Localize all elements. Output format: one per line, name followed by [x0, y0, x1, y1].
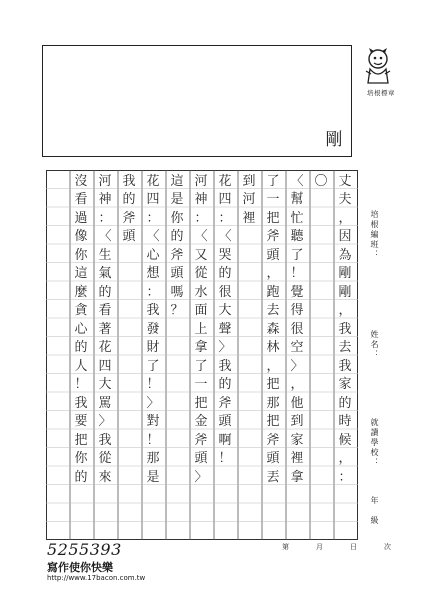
essay-char: ， — [338, 303, 352, 319]
essay-char: 跑 — [266, 284, 280, 300]
essay-char: ， — [266, 358, 280, 374]
essay-char: 斧 — [170, 247, 184, 263]
essay-char: 把 — [74, 432, 88, 448]
essay-char: 裡 — [290, 451, 304, 467]
essay-char: 〈 — [290, 173, 304, 189]
essay-char: 看 — [98, 303, 112, 319]
essay-char: 的 — [338, 395, 352, 411]
essay-char: 拿 — [290, 469, 304, 485]
essay-char: 的 — [122, 192, 136, 208]
essay-char: 〉 — [98, 414, 112, 430]
essay-char: 頭 — [266, 451, 280, 467]
essay-char: 因 — [338, 229, 352, 245]
essay-char: 哭 — [218, 247, 232, 263]
essay-char: 的 — [74, 469, 88, 485]
essay-char: 大 — [218, 303, 232, 319]
school-label: 就讀學校： — [370, 418, 379, 468]
essay-char: 看 — [74, 192, 88, 208]
essay-char: 花 — [218, 173, 232, 189]
essay-char: 的 — [74, 340, 88, 356]
essay-char: 大 — [98, 377, 112, 393]
essay-char: 的 — [218, 266, 232, 282]
essay-char: 這 — [74, 266, 88, 282]
essay-char: 到 — [290, 414, 304, 430]
essay-char: 得 — [290, 303, 304, 319]
name-label: 姓名： — [370, 330, 379, 360]
essay-char: 斧 — [194, 432, 208, 448]
serial-number: 5255393 — [47, 540, 122, 559]
essay-char: 聽 — [290, 229, 304, 245]
essay-char: ： — [98, 210, 112, 226]
essay-char: 沒 — [74, 173, 88, 189]
essay-char: 候 — [338, 432, 352, 448]
essay-char: 從 — [194, 266, 208, 282]
essay-char: ： — [146, 210, 160, 226]
essay-char: 嗎 — [170, 284, 184, 300]
essay-char: 一 — [194, 377, 208, 393]
essay-char: 啊 — [218, 432, 232, 448]
essay-char: 我 — [74, 395, 88, 411]
essay-char: 夫 — [338, 192, 352, 208]
essay-char: 斧 — [122, 210, 136, 226]
essay-char: 去 — [266, 303, 280, 319]
essay-char: 剛 — [338, 284, 352, 300]
essay-char: 為 — [338, 247, 352, 263]
essay-char: ： — [338, 469, 352, 485]
essay-char: 像 — [74, 229, 88, 245]
essay-char: ： — [146, 284, 160, 300]
essay-char: 把 — [266, 210, 280, 226]
essay-char: 很 — [290, 321, 304, 337]
essay-char: 生 — [98, 247, 112, 263]
essay-char: 上 — [194, 321, 208, 337]
essay-char: ， — [338, 210, 352, 226]
essay-column — [261, 170, 285, 540]
essay-char: ， — [266, 266, 280, 282]
essay-char: 一 — [266, 192, 280, 208]
essay-char: 我 — [218, 358, 232, 374]
essay-char: 罵 — [98, 395, 112, 411]
essay-char: 水 — [194, 284, 208, 300]
essay-char: 斧 — [266, 229, 280, 245]
essay-char: 空 — [290, 340, 304, 356]
essay-char: 〉 — [146, 395, 160, 411]
essay-char: 很 — [218, 284, 232, 300]
essay-char: 〉 — [194, 469, 208, 485]
essay-char: 頭 — [266, 247, 280, 263]
essay-char: 〈 — [98, 229, 112, 245]
essay-char: 林 — [266, 340, 280, 356]
essay-char: 森 — [266, 321, 280, 337]
essay-char: ！ — [146, 432, 160, 448]
essay-char: 幫 — [290, 192, 304, 208]
cartoon-mascot-icon — [361, 45, 395, 85]
essay-char: 花 — [98, 340, 112, 356]
essay-char: 要 — [74, 414, 88, 430]
essay-char: 去 — [338, 340, 352, 356]
essay-char: 〇 — [314, 173, 328, 189]
essay-char: 神 — [98, 192, 112, 208]
essay-char: 是 — [146, 469, 160, 485]
essay-char: 這 — [170, 173, 184, 189]
essay-char: 四 — [146, 192, 160, 208]
essay-char: 剛 — [338, 266, 352, 282]
essay-char: 花 — [146, 173, 160, 189]
essay-char: 〈 — [146, 229, 160, 245]
essay-column — [309, 170, 333, 540]
essay-char: 聲 — [218, 321, 232, 337]
logo-caption: 培根標章 — [367, 89, 395, 97]
class-label: 培根編班： — [370, 210, 379, 260]
essay-char: 我 — [122, 173, 136, 189]
essay-char: 你 — [74, 247, 88, 263]
website-url: http://www.17bacon.com.tw — [47, 574, 146, 582]
essay-char: 覺 — [290, 284, 304, 300]
essay-char: 那 — [266, 395, 280, 411]
essay-column — [213, 170, 237, 540]
essay-char: 頭 — [170, 266, 184, 282]
essay-char: 財 — [146, 340, 160, 356]
essay-char: 斧 — [218, 395, 232, 411]
essay-char: 我 — [338, 358, 352, 374]
essay-char: 的 — [170, 229, 184, 245]
essay-char: 發 — [146, 321, 160, 337]
essay-char: 家 — [338, 377, 352, 393]
essay-column — [237, 170, 261, 540]
essay-char: 氣 — [98, 266, 112, 282]
teacher-stamp: 剛 — [325, 130, 343, 150]
essay-char: 四 — [98, 358, 112, 374]
essay-char: ： — [194, 210, 208, 226]
grade-label: 年 級 — [370, 496, 379, 526]
essay-char: ！ — [218, 451, 232, 467]
essay-column — [141, 170, 165, 540]
essay-char: 我 — [338, 321, 352, 337]
essay-column — [93, 170, 117, 540]
essay-char: 從 — [98, 451, 112, 467]
essay-char: 人 — [74, 358, 88, 374]
essay-char: 的 — [218, 377, 232, 393]
essay-char: 河 — [194, 173, 208, 189]
essay-char: 斧 — [266, 432, 280, 448]
header-box — [42, 45, 352, 157]
essay-char: 想 — [146, 266, 160, 282]
essay-char: 頭 — [194, 451, 208, 467]
essay-char: ， — [338, 451, 352, 467]
essay-char: 了 — [266, 173, 280, 189]
essay-column — [165, 170, 189, 540]
essay-char: 頭 — [218, 414, 232, 430]
essay-column — [333, 170, 357, 540]
essay-column — [117, 170, 141, 540]
essay-char: 拿 — [194, 340, 208, 356]
essay-char: 來 — [98, 469, 112, 485]
essay-char: 到 — [242, 173, 256, 189]
essay-char: 丟 — [266, 469, 280, 485]
essay-char: ！ — [290, 266, 304, 282]
essay-char: 你 — [170, 210, 184, 226]
essay-char: 把 — [194, 395, 208, 411]
essay-char: 丈 — [338, 173, 352, 189]
essay-char: 把 — [266, 377, 280, 393]
essay-char: 神 — [194, 192, 208, 208]
essay-char: ！ — [146, 377, 160, 393]
essay-char: 面 — [194, 303, 208, 319]
essay-char: 了 — [194, 358, 208, 374]
essay-char: 過 — [74, 210, 88, 226]
essay-char: 〉 — [290, 358, 304, 374]
essay-char: 時 — [338, 414, 352, 430]
essay-column — [285, 170, 309, 540]
essay-char: 是 — [170, 192, 184, 208]
essay-char: 你 — [74, 451, 88, 467]
essay-char: 麼 — [74, 284, 88, 300]
essay-char: 忙 — [290, 210, 304, 226]
essay-char: 貪 — [74, 303, 88, 319]
essay-column — [69, 170, 93, 540]
essay-char: 心 — [74, 321, 88, 337]
essay-char: 心 — [146, 247, 160, 263]
essay-char: ？ — [170, 303, 184, 319]
date-label: 第 月 日 次 — [282, 543, 401, 551]
essay-char: 河 — [98, 173, 112, 189]
essay-char: 〈 — [194, 229, 208, 245]
essay-char: 的 — [98, 284, 112, 300]
essay-char: 河 — [242, 192, 256, 208]
slogan: 寫作使你快樂 — [47, 561, 113, 574]
writing-grid — [46, 170, 358, 540]
essay-char: 〈 — [218, 229, 232, 245]
essay-column — [189, 170, 213, 540]
essay-char: 金 — [194, 414, 208, 430]
essay-char: 那 — [146, 451, 160, 467]
essay-char: 頭 — [122, 229, 136, 245]
essay-char: ！ — [74, 377, 88, 393]
essay-char: 了 — [146, 358, 160, 374]
essay-char: 裡 — [242, 210, 256, 226]
essay-char: 四 — [218, 192, 232, 208]
essay-char: 〉 — [218, 340, 232, 356]
essay-char: 對 — [146, 414, 160, 430]
essay-char: 又 — [194, 247, 208, 263]
essay-char: 我 — [146, 303, 160, 319]
essay-char: 他 — [290, 395, 304, 411]
essay-char: ： — [218, 210, 232, 226]
essay-char: ， — [290, 377, 304, 393]
essay-char: 了 — [290, 247, 304, 263]
essay-char: 家 — [290, 432, 304, 448]
essay-char: 我 — [98, 432, 112, 448]
essay-char: 著 — [98, 321, 112, 337]
essay-char: 把 — [266, 414, 280, 430]
